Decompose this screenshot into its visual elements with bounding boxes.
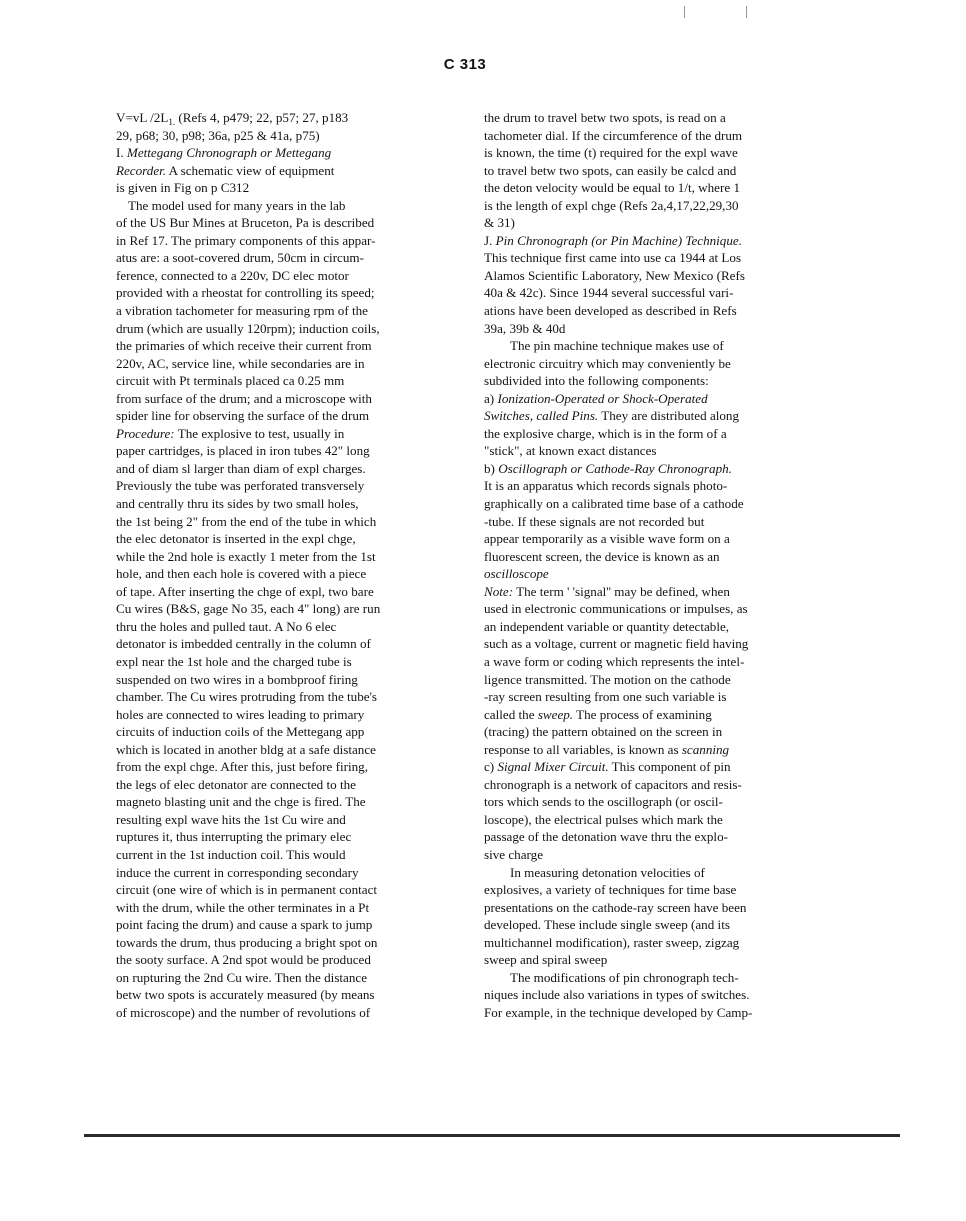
line-text: expl near the 1st hole and the charged tube is (116, 653, 352, 669)
text-line (116, 179, 454, 197)
line-text: drum (which are usually 120rpm); induction coils, (116, 320, 380, 336)
text-line (484, 214, 824, 232)
text-line (484, 302, 824, 320)
text-line (116, 197, 454, 215)
text-line (116, 811, 454, 829)
left-column (116, 109, 454, 1021)
line-italic: scanning (681, 741, 730, 757)
line-text: the drum to travel betw two spots, is read on a (484, 110, 726, 125)
line-text: from surface of the drum; and a microscope with (116, 390, 372, 406)
text-line (116, 232, 454, 250)
text-line (484, 828, 824, 846)
text-line (116, 706, 454, 724)
text-line (484, 934, 824, 952)
line-text: In measuring detonation velocities of (510, 864, 705, 880)
line-text: explosives, a variety of techniques for time base (484, 882, 737, 898)
line-text: suspended on two wires in a bombproof firing (116, 671, 358, 687)
line-text: tors which sends to the oscillograph (or oscil- (484, 794, 723, 810)
text-line (116, 109, 454, 127)
right-column (484, 109, 824, 1021)
text-line (484, 390, 824, 408)
text-line (484, 425, 824, 443)
text-line (116, 477, 454, 495)
line-italic: Signal Mixer Circuit. (497, 759, 609, 775)
line-text: ations have been developed as described in Refs (484, 303, 737, 319)
line-text: is given in Fig on p C312 (116, 180, 250, 196)
text-line (484, 127, 824, 145)
line-italic: Pin Chronograph (or Pin Machine) Technique. (495, 232, 742, 248)
line-text: passage of the detonation wave thru the explo- (484, 829, 728, 845)
line-text: on rupturing the 2nd Cu wire. Then the distance (116, 969, 368, 985)
line-text: sweep and spiral sweep (484, 952, 608, 968)
line-tail: They are distributed along (598, 408, 740, 424)
text-line (484, 881, 824, 899)
text-line (484, 706, 824, 724)
line-text: fluorescent screen, the device is known as an (484, 548, 720, 564)
line-text: from the expl chge. After this, just before firing, (116, 759, 368, 775)
line-text: a) (484, 390, 498, 406)
text-line (484, 144, 824, 162)
text-line (484, 811, 824, 829)
line-italic: Oscillograph or Cathode-Ray Chronograph. (498, 460, 732, 476)
line-text: the 1st being 2" from the end of the tube in which (116, 513, 377, 529)
text-line (116, 320, 454, 338)
text-line (116, 583, 454, 601)
text-line (484, 600, 824, 618)
line-text: paper cartridges, is placed in iron tubes 42" long (116, 443, 370, 459)
line-text: point facing the drum) and cause a spark to jump (116, 917, 373, 933)
line-text: an independent variable or quantity detectable, (484, 618, 730, 634)
line-text: the sooty surface. A 2nd spot would be produced (116, 952, 371, 968)
line-italic: Ionization-Operated or Shock-Operated (497, 390, 708, 406)
line-text: -ray screen resulting from one such variable is (484, 689, 727, 705)
text-line (484, 776, 824, 794)
line-text: such as a voltage, current or magnetic field having (484, 636, 749, 652)
text-line (484, 162, 824, 180)
line-text: the legs of elec detonator are connected to the (116, 776, 356, 792)
line-text: For example, in the technique developed by Camp- (484, 1004, 753, 1020)
text-line (116, 688, 454, 706)
text-line (484, 372, 824, 390)
line-text: electronic circuitry which may conveniently be (484, 355, 731, 371)
scan-mark-right (746, 6, 747, 18)
line-text: 39a, 39b & 40d (484, 320, 566, 336)
line-text: ference, connected to a 220v, DC elec motor (116, 267, 349, 283)
line-text: Alamos Scientific Laboratory, New Mexico (Refs (484, 267, 745, 283)
line-text: 29, p68; 30, p98; 36a, p25 & 41a, p75) (116, 127, 320, 143)
line-text: subdivided into the following components: (484, 373, 709, 389)
line-text: circuit with Pt terminals placed ca 0.25 mm (116, 373, 345, 389)
line-text: Cu wires (B&S, gage No 35, each 4" long) are run (116, 601, 381, 617)
line-text: provided with a rheostat for controlling its speed; (116, 285, 375, 301)
text-line (484, 284, 824, 302)
text-line (116, 1004, 454, 1022)
line-text: ruptures it, thus interrupting the primary elec (116, 829, 352, 845)
text-line (116, 249, 454, 267)
text-line (484, 793, 824, 811)
text-line (116, 284, 454, 302)
line-text: graphically on a calibrated time base of a cathode (484, 496, 744, 512)
text-line (484, 249, 824, 267)
text-line (484, 758, 824, 776)
line-text: betw two spots is accurately measured (by means (116, 987, 375, 1003)
text-line (484, 232, 824, 250)
text-line (484, 618, 824, 636)
text-line (116, 548, 454, 566)
text-line (116, 460, 454, 478)
text-line (116, 302, 454, 320)
text-line (116, 793, 454, 811)
line-text: 40a & 42c). Since 1944 several successful vari- (484, 285, 734, 301)
line-text: a vibration tachometer for measuring rpm of the (116, 303, 368, 319)
line-text: J. (484, 232, 496, 248)
text-line (116, 723, 454, 741)
page-number: C 313 (443, 56, 487, 73)
line-text: multichannel modification), raster sweep, zigzag (484, 934, 740, 950)
text-line (484, 548, 824, 566)
line-text: chronograph is a network of capacitors and resis- (484, 776, 742, 792)
text-line (484, 916, 824, 934)
line-text: circuit (one wire of which is in permanent contact (116, 882, 378, 898)
text-line (116, 267, 454, 285)
text-line (484, 407, 824, 425)
text-line (484, 969, 824, 987)
text-line (484, 671, 824, 689)
text-line (116, 846, 454, 864)
text-line (116, 513, 454, 531)
text-line (116, 899, 454, 917)
line-text: 220v, AC, service line, while secondaries are in (116, 355, 365, 371)
line-text: in Ref 17. The primary components of this appar- (116, 232, 376, 248)
text-line (116, 671, 454, 689)
line-text: -tube. If these signals are not recorded but (484, 513, 705, 529)
text-line (484, 565, 824, 583)
text-line (484, 442, 824, 460)
text-line (484, 951, 824, 969)
text-line (116, 741, 454, 759)
line-text: of tape. After inserting the chge of expl, two bare (116, 583, 374, 599)
line-text: current in the 1st induction coil. This would (116, 846, 346, 862)
line-text: The model used for many years in the lab (128, 197, 346, 213)
line-italic: oscilloscope (484, 566, 549, 582)
line-text: magneto blasting unit and the chge is fired. The (116, 794, 366, 810)
line-text: ligence transmitted. The motion on the cathode (484, 671, 731, 687)
line-tail: The process of examining (573, 706, 712, 722)
text-line (484, 355, 824, 373)
text-line (116, 986, 454, 1004)
text-line (116, 144, 454, 162)
line-text: loscope), the electrical pulses which mark the (484, 811, 723, 827)
text-line (484, 495, 824, 513)
line-text: to travel betw two spots, can easily be calcd and (484, 162, 737, 178)
line-text: niques include also variations in types of switches. (484, 987, 750, 1003)
line-text: holes are connected to wires leading to primary (116, 706, 365, 722)
text-line (116, 162, 454, 180)
text-line (484, 337, 824, 355)
line-text: thru the holes and pulled taut. A No 6 elec (116, 618, 337, 634)
footer-rule (84, 1134, 900, 1137)
line-text: appear temporarily as a visible wave form on a (484, 531, 730, 547)
text-line (484, 1004, 824, 1022)
line-text: chamber. The Cu wires protruding from the tube's (116, 689, 378, 705)
line-text: the deton velocity would be equal to 1/t, where 1 (484, 180, 740, 196)
text-line (116, 881, 454, 899)
line-text: V=vL /2L (116, 110, 169, 125)
text-line (116, 495, 454, 513)
text-line (116, 969, 454, 987)
line-text: presentations on the cathode-ray screen have been (484, 899, 747, 915)
text-line (484, 267, 824, 285)
text-line (116, 828, 454, 846)
text-line (116, 916, 454, 934)
line-text: I. (116, 145, 127, 161)
text-line (484, 653, 824, 671)
line-text: with the drum, while the other terminates in a Pt (116, 899, 370, 915)
text-line (484, 723, 824, 741)
text-line (484, 635, 824, 653)
line-text: "stick", at known exact distances (484, 443, 657, 459)
line-text: which is located in another bldg at a safe distance (116, 741, 376, 757)
text-line (484, 986, 824, 1004)
line-text: is known, the time (t) required for the expl wave (484, 145, 738, 161)
text-line (484, 846, 824, 864)
text-line (484, 513, 824, 531)
line-tail: This component of pin (608, 759, 731, 775)
text-line (116, 530, 454, 548)
line-text: the explosive charge, which is in the form of a (484, 425, 727, 441)
line-italic: Procedure: (116, 425, 175, 441)
line-text: atus are: a soot-covered drum, 50cm in circum- (116, 250, 364, 266)
line-text: tachometer dial. If the circumference of the drum (484, 127, 743, 143)
line-text: The pin machine technique makes use of (510, 338, 724, 354)
line-text: is the length of expl chge (Refs 2a,4,17,22,29,30 (484, 197, 739, 213)
text-line (484, 899, 824, 917)
text-line (484, 688, 824, 706)
line-text: sive charge (484, 846, 544, 862)
line-text: and of diam sl larger than diam of expl charges. (116, 460, 366, 476)
line-italic: Note: (484, 583, 514, 599)
line-text: of the US Bur Mines at Bruceton, Pa is described (116, 215, 375, 231)
text-line (484, 477, 824, 495)
text-line (116, 653, 454, 671)
line-italic: sweep. (537, 706, 574, 722)
line-text: b) (484, 460, 499, 476)
text-line (116, 442, 454, 460)
text-line (484, 864, 824, 882)
text-line (116, 635, 454, 653)
line-text: and centrally thru its sides by two small holes, (116, 496, 359, 512)
line-text: circuits of induction coils of the Mettegang app (116, 724, 365, 740)
text-line (116, 565, 454, 583)
text-line (116, 600, 454, 618)
text-line (484, 530, 824, 548)
text-line (116, 390, 454, 408)
text-line (116, 951, 454, 969)
line-tail: (Refs 4, p479; 22, p57; 27, p183 (175, 110, 349, 125)
line-tail: The explosive to test, usually in (174, 425, 345, 441)
line-text: while the 2nd hole is exactly 1 meter from the 1st (116, 548, 376, 564)
line-text: The modifications of pin chronograph tech- (510, 969, 739, 985)
text-line (116, 337, 454, 355)
line-text: spider line for observing the surface of the drum (116, 408, 370, 424)
line-text: resulting expl wave hits the 1st Cu wire and (116, 811, 346, 827)
text-line (116, 372, 454, 390)
line-tail: A schematic view of equipment (166, 162, 335, 178)
line-italic: Switches, called Pins. (484, 408, 599, 424)
line-text: Previously the tube was perforated transversely (116, 478, 365, 494)
text-line (116, 127, 454, 145)
line-text: the elec detonator is inserted in the expl chge, (116, 531, 356, 547)
line-text: c) (484, 759, 498, 775)
line-text: (tracing) the pattern obtained on the screen in (484, 724, 723, 740)
text-line (116, 776, 454, 794)
line-text: towards the drum, thus producing a bright spot on (116, 934, 378, 950)
line-text: of microscope) and the number of revolutions of (116, 1004, 371, 1020)
line-text: a wave form or coding which represents the intel- (484, 653, 745, 669)
line-text: used in electronic communications or impulses, as (484, 601, 748, 617)
text-line (116, 618, 454, 636)
text-line (116, 407, 454, 425)
text-line (116, 758, 454, 776)
text-line (484, 320, 824, 338)
text-line (484, 741, 824, 759)
line-text: hole, and then each hole is covered with a piece (116, 566, 367, 582)
line-subscript: 1. (168, 117, 176, 127)
scan-mark-left (684, 6, 685, 18)
text-line (484, 197, 824, 215)
text-line (484, 583, 824, 601)
text-line (484, 109, 824, 127)
text-line (116, 214, 454, 232)
line-text: This technique first came into use ca 1944 at Los (484, 250, 742, 266)
text-line (116, 864, 454, 882)
line-text: response to all variables, is known as (484, 741, 682, 757)
line-text: detonator is imbedded centrally in the column of (116, 636, 371, 652)
text-line (484, 179, 824, 197)
line-italic: Mettegang Chronograph or Mettegang (126, 145, 332, 161)
line-tail: The term ' 'signal'' may be defined, when (513, 583, 730, 599)
text-line (484, 460, 824, 478)
text-line (116, 934, 454, 952)
line-text: & 31) (484, 215, 515, 231)
line-text: developed. These include single sweep (and its (484, 917, 730, 933)
line-italic: Recorder. (116, 162, 167, 178)
line-text: called the (484, 706, 538, 722)
text-line (116, 425, 454, 443)
line-text: induce the current in corresponding secondary (116, 864, 359, 880)
text-line (116, 355, 454, 373)
line-text: the primaries of which receive their current from (116, 338, 372, 354)
line-text: It is an apparatus which records signals photo- (484, 478, 728, 494)
